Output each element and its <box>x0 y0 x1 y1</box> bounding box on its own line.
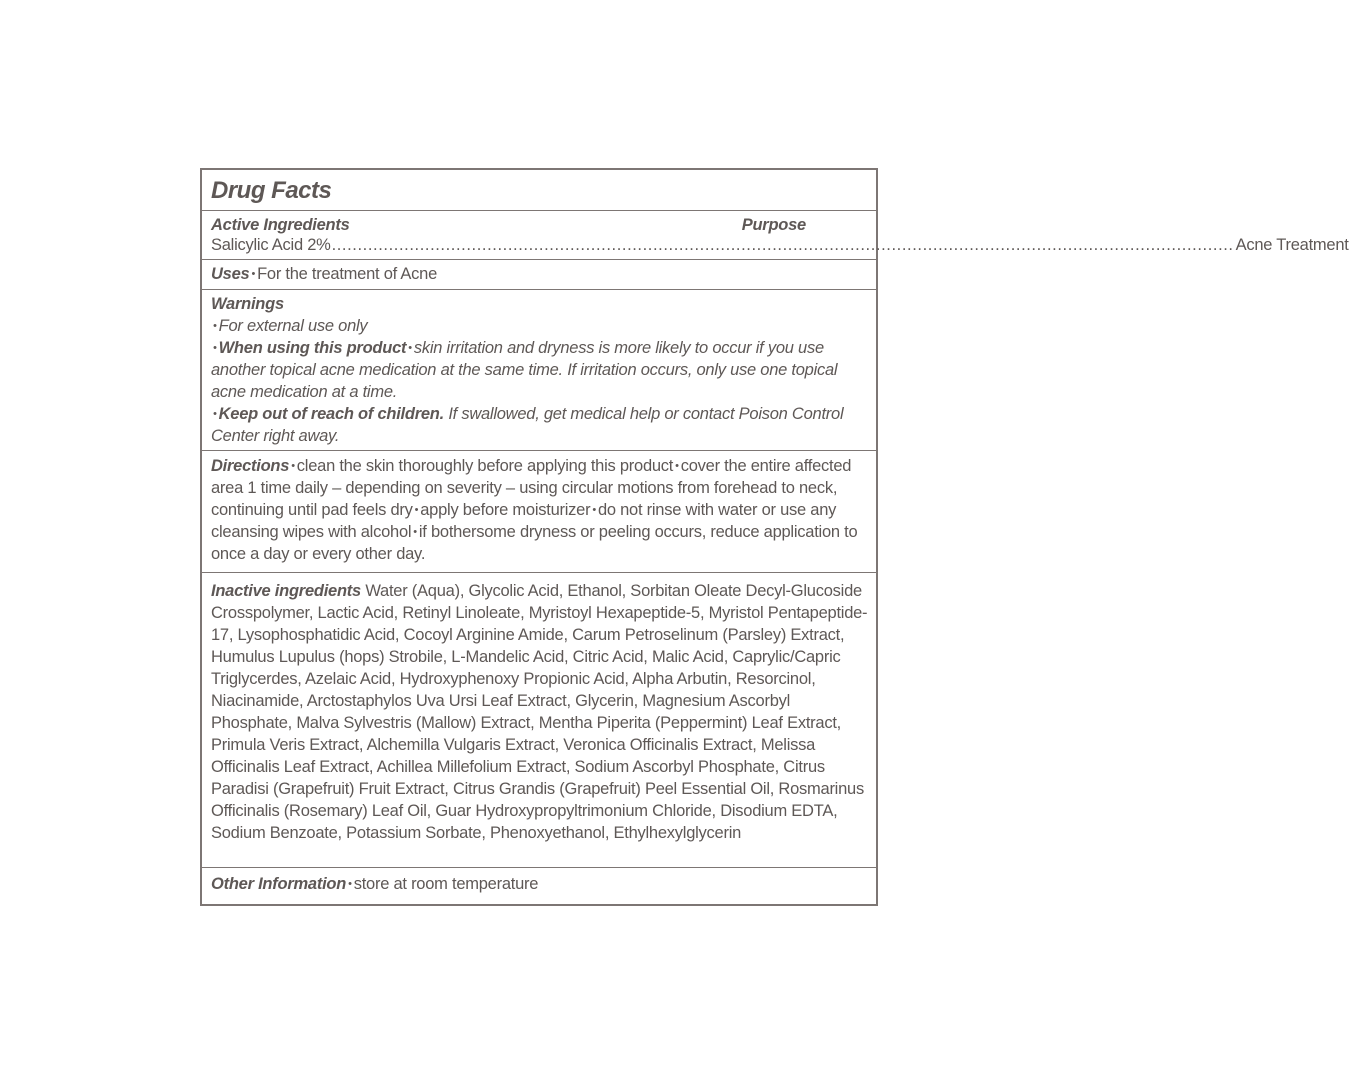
direction-item: clean the skin thoroughly before applying this product <box>296 457 674 475</box>
bullet-icon: • <box>348 878 352 890</box>
uses-text: For the treatment of Acne <box>257 265 437 283</box>
other-information-section <box>202 868 876 904</box>
active-ingredient-name: Salicylic Acid 2% <box>211 236 331 254</box>
bullet-icon: • <box>675 460 679 472</box>
active-ingredients-section <box>202 211 1349 260</box>
other-information-text: store at room temperature <box>353 875 539 893</box>
active-ingredient-purpose: Acne Treatment <box>1235 236 1349 254</box>
warnings-section <box>202 290 876 451</box>
purpose-heading: Purpose <box>741 216 806 234</box>
keep-out-heading: Keep out of reach of children. <box>218 405 444 423</box>
drug-facts-panel <box>200 168 1349 906</box>
uses-heading: Uses <box>211 265 250 283</box>
directions-section <box>202 451 876 573</box>
when-using-heading: When using this product <box>218 339 407 357</box>
keep-out-text: If swallowed, get medical help or contact Poison Control Center right away. <box>211 405 844 445</box>
direction-item: do not rinse with water or use any cleansing wipes with alcohol <box>211 501 837 541</box>
directions-heading: Directions <box>211 457 290 475</box>
warnings-heading: Warnings <box>211 295 284 313</box>
other-information-heading: Other Information <box>211 875 347 893</box>
drug-facts-title: Drug Facts <box>211 177 332 204</box>
bullet-icon: • <box>592 504 596 516</box>
bullet-icon: • <box>213 342 217 354</box>
inactive-ingredients-text: Water (Aqua), Glycolic Acid, Ethanol, Sorbitan Oleate Decyl-Glucoside Crosspolymer, Lactic Acid, Retinyl Linoleate, Myristoyl Hexapeptide-5, Myristol Pentapeptide-17, Lysophosphatidic Acid, Cocoyl Arginine Amide, Carum Petroselinum (Parsley) Extract, Humulus Lupulus (hops) Strobile, L-Mandelic Acid, Citric Acid, Malic Acid, Caprylic/Capric Triglycerdes, Azelaic Acid, Hydroxyphenoxy Propionic Acid, Alpha Arbutin, Resorcinol, Niacinamide, Arctostaphylos Uva Ursi Leaf Extract, Glycerin, Magnesium Ascorbyl Phosphate, Malva Sylvestris (Mallow) Extract, Mentha Piperita (Peppermint) Leaf Extract, Primula Veris Extract, Alchemilla Vulgaris Extract, Veronica Officinalis Extract, Melissa Officinalis Leaf Extract, Achillea Millefolium Extract, Sodium Ascorbyl Phosphate, Citrus Paradisi (Grapefruit) Fruit Extract, Citrus Grandis (Grapefruit) Peel Essential Oil, Rosmarinus Officinalis (Rosemary) Leaf Oil, Guar Hydroxypropyltrimonium Chloride, Disodium EDTA, Sodium Benzoate, Potassium Sorbate, Phenoxyethanol, Ethylhexylglycerin <box>211 582 868 842</box>
bullet-icon: • <box>213 408 217 420</box>
bullet-icon: • <box>408 342 412 354</box>
leader-dots: .............................................................................................................................................................................. <box>331 236 1234 254</box>
bullet-icon: • <box>414 504 419 516</box>
direction-item: cover the entire affected area 1 time daily – depending on severity – using circular motions from forehead to neck, continuing until pad feels dry <box>211 457 852 519</box>
bullet-icon: • <box>413 526 417 538</box>
bullet-icon: • <box>213 320 217 332</box>
drug-facts-header <box>202 170 876 211</box>
when-using-text: skin irritation and dryness is more likely to occur if you use another topical acne medication at the same time. If irritation occurs, only use one topical acne medication at a time. <box>211 339 838 401</box>
bullet-icon: • <box>251 268 256 280</box>
active-ingredients-heading: Active Ingredients <box>211 216 350 234</box>
warning-external-use: For external use only <box>218 317 368 335</box>
uses-section <box>202 260 876 290</box>
bullet-icon: • <box>291 460 295 472</box>
inactive-ingredients-section <box>202 573 876 868</box>
direction-item: apply before moisturizer <box>420 501 591 519</box>
inactive-ingredients-heading: Inactive ingredients <box>211 582 361 600</box>
direction-item: if bothersome dryness or peeling occurs, reduce application to once a day or every other day. <box>211 523 858 563</box>
